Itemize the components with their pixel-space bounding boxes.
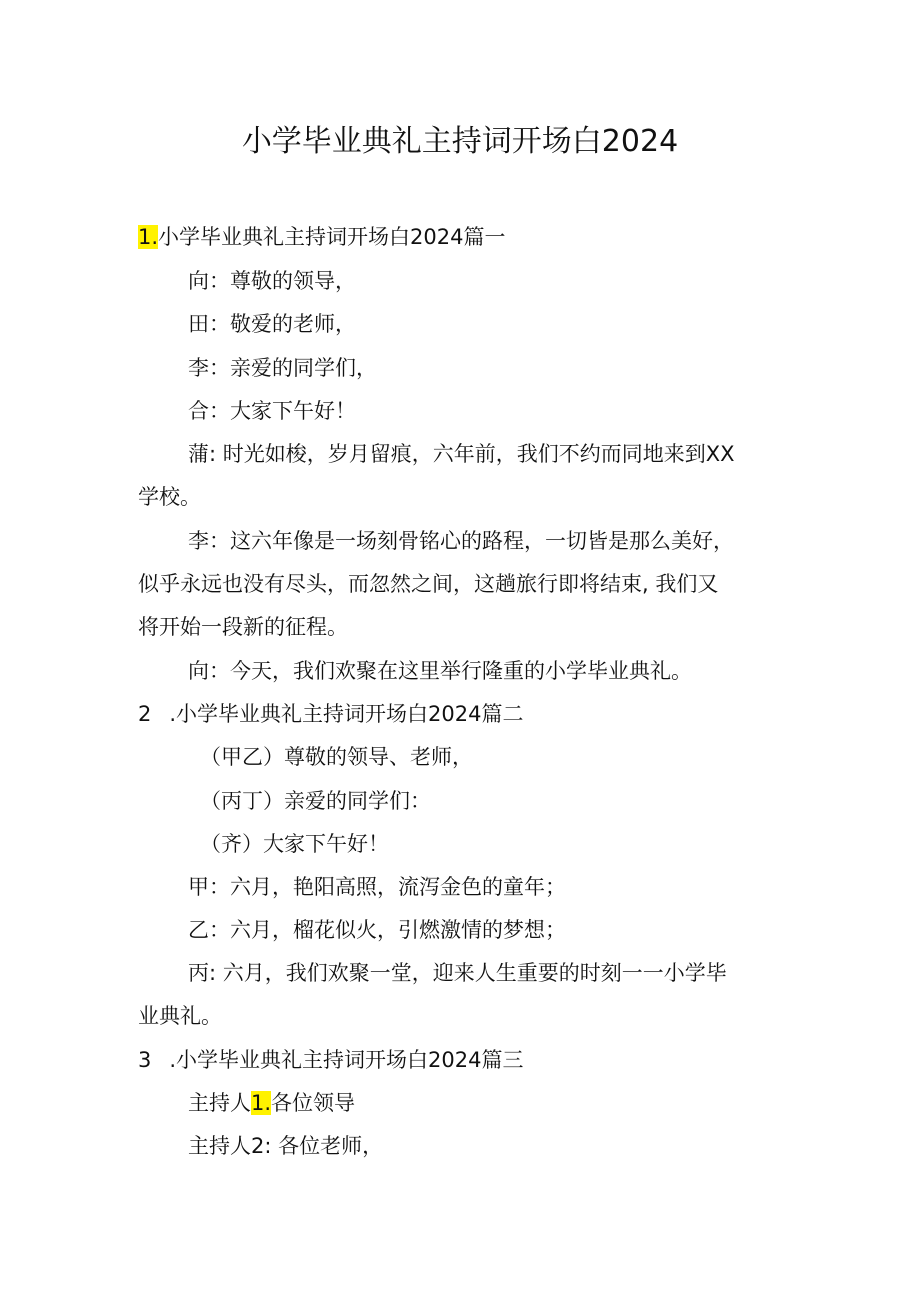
paragraph-line: 乙：六月，榴花似火，引燃激情的梦想； <box>188 918 566 942</box>
section-heading-text: .小学毕业典礼主持词开场白2024篇三 <box>169 1048 524 1072</box>
section-heading <box>138 1045 524 1075</box>
paragraph-line: （齐）大家下午好！ <box>200 832 389 856</box>
paragraph-line: 主持人2: 各位老师， <box>188 1134 384 1158</box>
speaker-label: 主持人 <box>188 1091 251 1115</box>
document-title: 小学毕业典礼主持词开场白2024 <box>241 124 679 159</box>
paragraph-line: 业典礼。 <box>138 1004 222 1028</box>
paragraph-line: 李：亲爱的同学们， <box>188 356 377 380</box>
section-number-highlight: 1. <box>138 225 159 249</box>
paragraph-line: 合：大家下午好！ <box>188 399 356 423</box>
paragraph-line: 向：今天，我们欢聚在这里举行隆重的小学毕业典礼。 <box>188 659 692 683</box>
paragraph-line: 蒲: 时光如梭，岁月留痕，六年前，我们不约而同地来到XX <box>188 442 735 466</box>
paragraph-line: 丙: 六月，我们欢聚一堂，迎来人生重要的时刻一一小学毕 <box>188 961 727 985</box>
section-number: 3 <box>138 1048 152 1072</box>
section-number: 2 <box>138 702 152 726</box>
paragraph-line: （甲乙）尊敬的领导、老师， <box>200 745 473 769</box>
paragraph-line: 将开始一段新的征程。 <box>138 615 348 639</box>
paragraph-line: 向：尊敬的领导， <box>188 269 356 293</box>
paragraph-line: 田：敬爱的老师， <box>188 312 356 336</box>
section-heading <box>138 222 506 252</box>
paragraph-line: 学校。 <box>138 485 201 509</box>
section-heading <box>138 699 524 729</box>
paragraph-line: 李：这六年像是一场刻骨铭心的路程，一切皆是那么美好， <box>188 529 734 553</box>
paragraph-line <box>188 1088 355 1118</box>
speaker-number-highlight: 1. <box>251 1091 272 1115</box>
section-heading-text: .小学毕业典礼主持词开场白2024篇二 <box>169 702 524 726</box>
paragraph-line: 似乎永远也没有尽头，而忽然之间，这趟旅行即将结束, 我们又 <box>138 572 719 596</box>
paragraph-line: （丙丁）亲爱的同学们： <box>200 789 431 813</box>
paragraph-line: 甲：六月，艳阳高照，流泻金色的童年； <box>188 875 566 899</box>
section-heading-text: 小学毕业典礼主持词开场白2024篇一 <box>158 225 506 249</box>
paragraph-text: 各位领导 <box>271 1091 356 1115</box>
